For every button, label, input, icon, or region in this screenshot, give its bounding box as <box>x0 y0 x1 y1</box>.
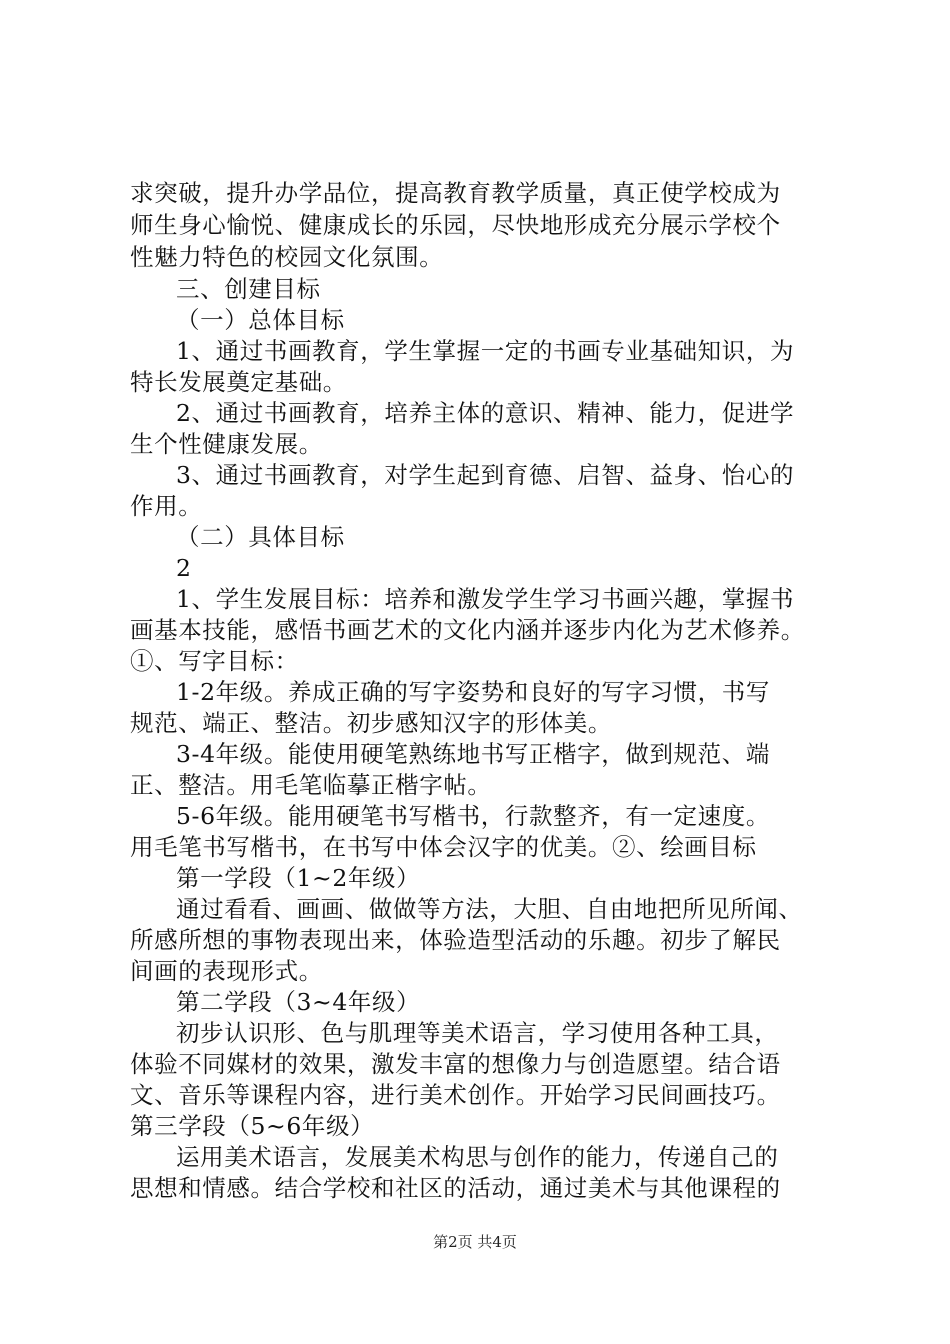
text-line: 作用。 <box>130 492 203 520</box>
text-line: 第二学段（3~4年级） <box>176 988 421 1016</box>
text-line: 2、通过书画教育，培养主体的意识、精神、能力，促进学 <box>176 399 795 427</box>
text-line: 师生身心愉悦、健康成长的乐园，尽快地形成充分展示学校个 <box>130 211 781 239</box>
subsection-heading: （二）具体目标 <box>176 523 345 551</box>
text-line: ①、写字目标： <box>130 647 299 675</box>
text-line: 生个性健康发展。 <box>130 430 323 458</box>
text-line: 1-2年级。养成正确的写字姿势和良好的写字习惯，书写 <box>176 678 770 706</box>
text-line: 2 <box>176 554 192 582</box>
text-line: 1、学生发展目标：培养和激发学生学习书画兴趣，掌握书 <box>176 585 795 613</box>
text-line: 3、通过书画教育，对学生起到育德、启智、益身、怡心的 <box>176 461 795 489</box>
section-heading: 三、创建目标 <box>176 275 321 303</box>
text-line: 文、音乐等课程内容，进行美术创作。开始学习民间画技巧。 <box>130 1081 781 1109</box>
text-line: 体验不同媒材的效果，激发丰富的想像力与创造愿望。结合语 <box>130 1050 781 1078</box>
text-line: 规范、端正、整洁。初步感知汉字的形体美。 <box>130 709 612 737</box>
text-line: 画基本技能，感悟书画艺术的文化内涵并逐步内化为艺术修养。 <box>130 616 805 644</box>
text-line: 通过看看、画画、做做等方法，大胆、自由地把所见所闻、 <box>176 895 803 923</box>
text-line: 运用美术语言，发展美术构思与创作的能力，传递自己的 <box>176 1143 779 1171</box>
text-line: 用毛笔书写楷书，在书写中体会汉字的优美。②、绘画目标 <box>130 833 757 861</box>
text-line: 思想和情感。结合学校和社区的活动，通过美术与其他课程的 <box>130 1174 781 1202</box>
text-line: 间画的表现形式。 <box>130 957 323 985</box>
text-line: 所感所想的事物表现出来，体验造型活动的乐趣。初步了解民 <box>130 926 781 954</box>
text-line: 第三学段（5~6年级） <box>130 1112 375 1140</box>
subsection-heading: （一）总体目标 <box>176 306 345 334</box>
text-line: 特长发展奠定基础。 <box>130 368 347 396</box>
text-line: 初步认识形、色与肌理等美术语言，学习使用各种工具， <box>176 1019 779 1047</box>
text-line: 5-6年级。能用硬笔书写楷书，行款整齐，有一定速度。 <box>176 802 770 830</box>
text-line: 3-4年级。能使用硬笔熟练地书写正楷字，做到规范、端 <box>176 740 770 768</box>
text-line: 1、通过书画教育，学生掌握一定的书画专业基础知识，为 <box>176 337 795 365</box>
page-footer: 第2页 共4页 <box>433 1233 517 1251</box>
text-line: 性魅力特色的校园文化氛围。 <box>130 243 444 271</box>
text-line: 求突破，提升办学品位，提高教育教学质量，真正使学校成为 <box>130 179 781 207</box>
text-line: 第一学段（1~2年级） <box>176 864 421 892</box>
text-line: 正、整洁。用毛笔临摹正楷字帖。 <box>130 771 492 799</box>
